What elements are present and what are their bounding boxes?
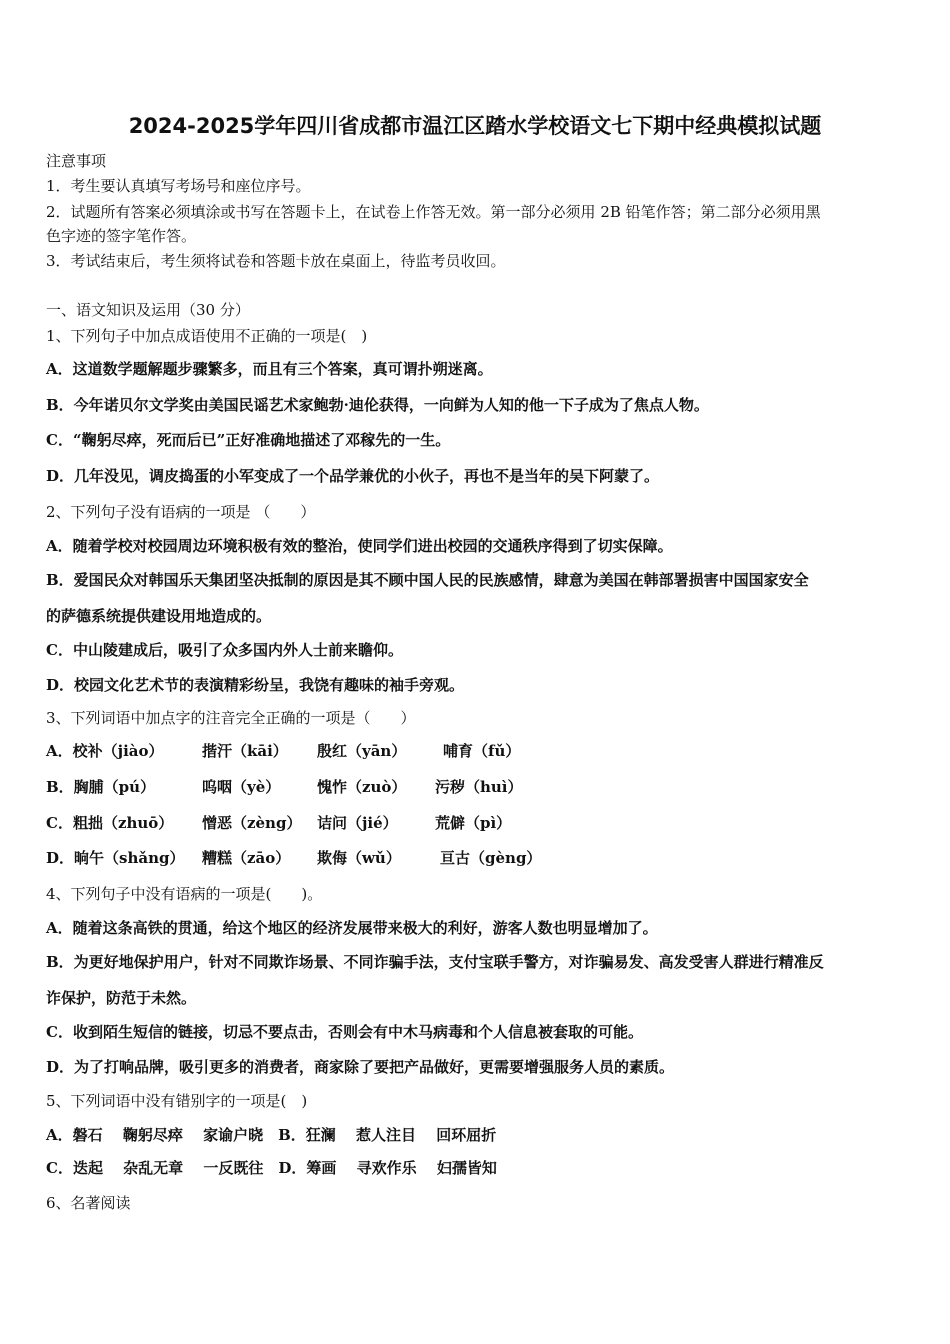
- q3-b-2: 呜咽（yè）: [202, 778, 281, 796]
- q3-d-2: 糟糕（zāo）: [202, 849, 291, 867]
- q3-c-2: 憎恶（zèng）: [202, 814, 302, 832]
- q4-option-a: A．随着这条高铁的贯通，给这个地区的经济发展带来极大的利好，游客人数也明显增加了。: [46, 919, 658, 937]
- q1-stem: 1、下列句子中加点成语使用不正确的一项是( ): [46, 327, 368, 345]
- q3-a-4: 哺育（fǔ）: [443, 742, 521, 760]
- q3-a-3: 殷红（yān）: [317, 742, 407, 760]
- q3-c-3: 诘问（jié）: [317, 814, 398, 832]
- q3-b-4: 污秽（huì）: [435, 778, 523, 796]
- notice-item-1: 1．考生要认真填写考场号和座位序号。: [46, 177, 311, 195]
- q3-d-4: 亘古（gèng）: [440, 849, 542, 867]
- q6-stem: 6、名著阅读: [46, 1194, 131, 1212]
- q2-option-b-cont: 的萨德系统提供建设用地造成的。: [46, 607, 272, 625]
- q3-b-1: B．胸脯（pú）: [46, 778, 156, 796]
- q3-c-1: C．粗拙（zhuō）: [46, 814, 174, 832]
- q4-option-b: B．为更好地保护用户，针对不同欺诈场景、不同诈骗手法，支付宝联手警方，对诈骗易发、高发受害人群进行精准反: [46, 953, 824, 971]
- q1-option-c: C．“鞠躬尽瘁，死而后已”正好准确地描述了邓稼先的一生。: [46, 431, 451, 449]
- q4-stem: 4、下列句子中没有语病的一项是( )。: [46, 885, 323, 903]
- q1-option-a: A．这道数学题解题步骤繁多，而且有三个答案，真可谓扑朔迷离。: [46, 360, 493, 378]
- q5-stem: 5、下列词语中没有错别字的一项是( ): [46, 1092, 308, 1110]
- q3-d-3: 欺侮（wǔ）: [317, 849, 401, 867]
- notice-item-2-cont: 色字迹的签字笔作答。: [46, 227, 197, 245]
- notice-item-3: 3．考试结束后，考生须将试卷和答题卡放在桌面上，待监考员收回。: [46, 252, 506, 270]
- q5-options-ab: A．磐石 鞠躬尽瘁 家谕户晓 B．狂澜 惹人注目 回环屈折: [46, 1126, 497, 1144]
- q3-c-4: 荒僻（pì）: [435, 814, 512, 832]
- q2-option-b: B．爱国民众对韩国乐天集团坚决抵制的原因是其不顾中国人民的民族感情，肆意为美国在韩部署损害中国国家安全: [46, 571, 809, 589]
- notice-item-2: 2．试题所有答案必须填涂或书写在答题卡上，在试卷上作答无效。第一部分必须用 2B 铅笔作答；第二部分必须用黑: [46, 203, 821, 221]
- q3-stem: 3、下列词语中加点字的注音完全正确的一项是（ ）: [46, 709, 416, 727]
- q2-option-c: C．中山陵建成后，吸引了众多国内外人士前来瞻仰。: [46, 641, 403, 659]
- q3-d-1: D．晌午（shǎng）: [46, 849, 185, 867]
- q1-option-b: B．今年诺贝尔文学奖由美国民谣艺术家鲍勃·迪伦获得，一向鲜为人知的他一下子成为了焦点人物。: [46, 396, 709, 414]
- q5-options-cd: C．迭起 杂乱无章 一反既往 D．筹画 寻欢作乐 妇孺皆知: [46, 1159, 497, 1177]
- q2-stem: 2、下列句子没有语病的一项是 （ ）: [46, 503, 316, 521]
- q1-option-d: D．几年没见，调皮捣蛋的小军变成了一个品学兼优的小伙子，再也不是当年的吴下阿蒙了。: [46, 467, 660, 485]
- q3-a-2: 揩汗（kāi）: [202, 742, 288, 760]
- exam-title: 2024-2025学年四川省成都市温江区踏水学校语文七下期中经典模拟试题: [128, 114, 822, 138]
- q4-option-b-cont: 诈保护，防范于未然。: [46, 989, 197, 1007]
- q4-option-c: C．收到陌生短信的链接，切忌不要点击，否则会有中木马病毒和个人信息被套取的可能。: [46, 1023, 643, 1041]
- q2-option-a: A．随着学校对校园周边环境积极有效的整治，使同学们进出校园的交通秩序得到了切实保障。: [46, 537, 673, 555]
- section-heading: 一、语文知识及运用（30 分）: [46, 301, 250, 319]
- notice-heading: 注意事项: [46, 152, 107, 170]
- q3-a-1: A．校补（jiào）: [46, 742, 164, 760]
- q3-b-3: 愧怍（zuò）: [317, 778, 407, 796]
- q4-option-d: D．为了打响品牌，吸引更多的消费者，商家除了要把产品做好，更需要增强服务人员的素质。: [46, 1058, 675, 1076]
- q2-option-d: D．校园文化艺术节的表演精彩纷呈，我饶有趣味的袖手旁观。: [46, 676, 465, 694]
